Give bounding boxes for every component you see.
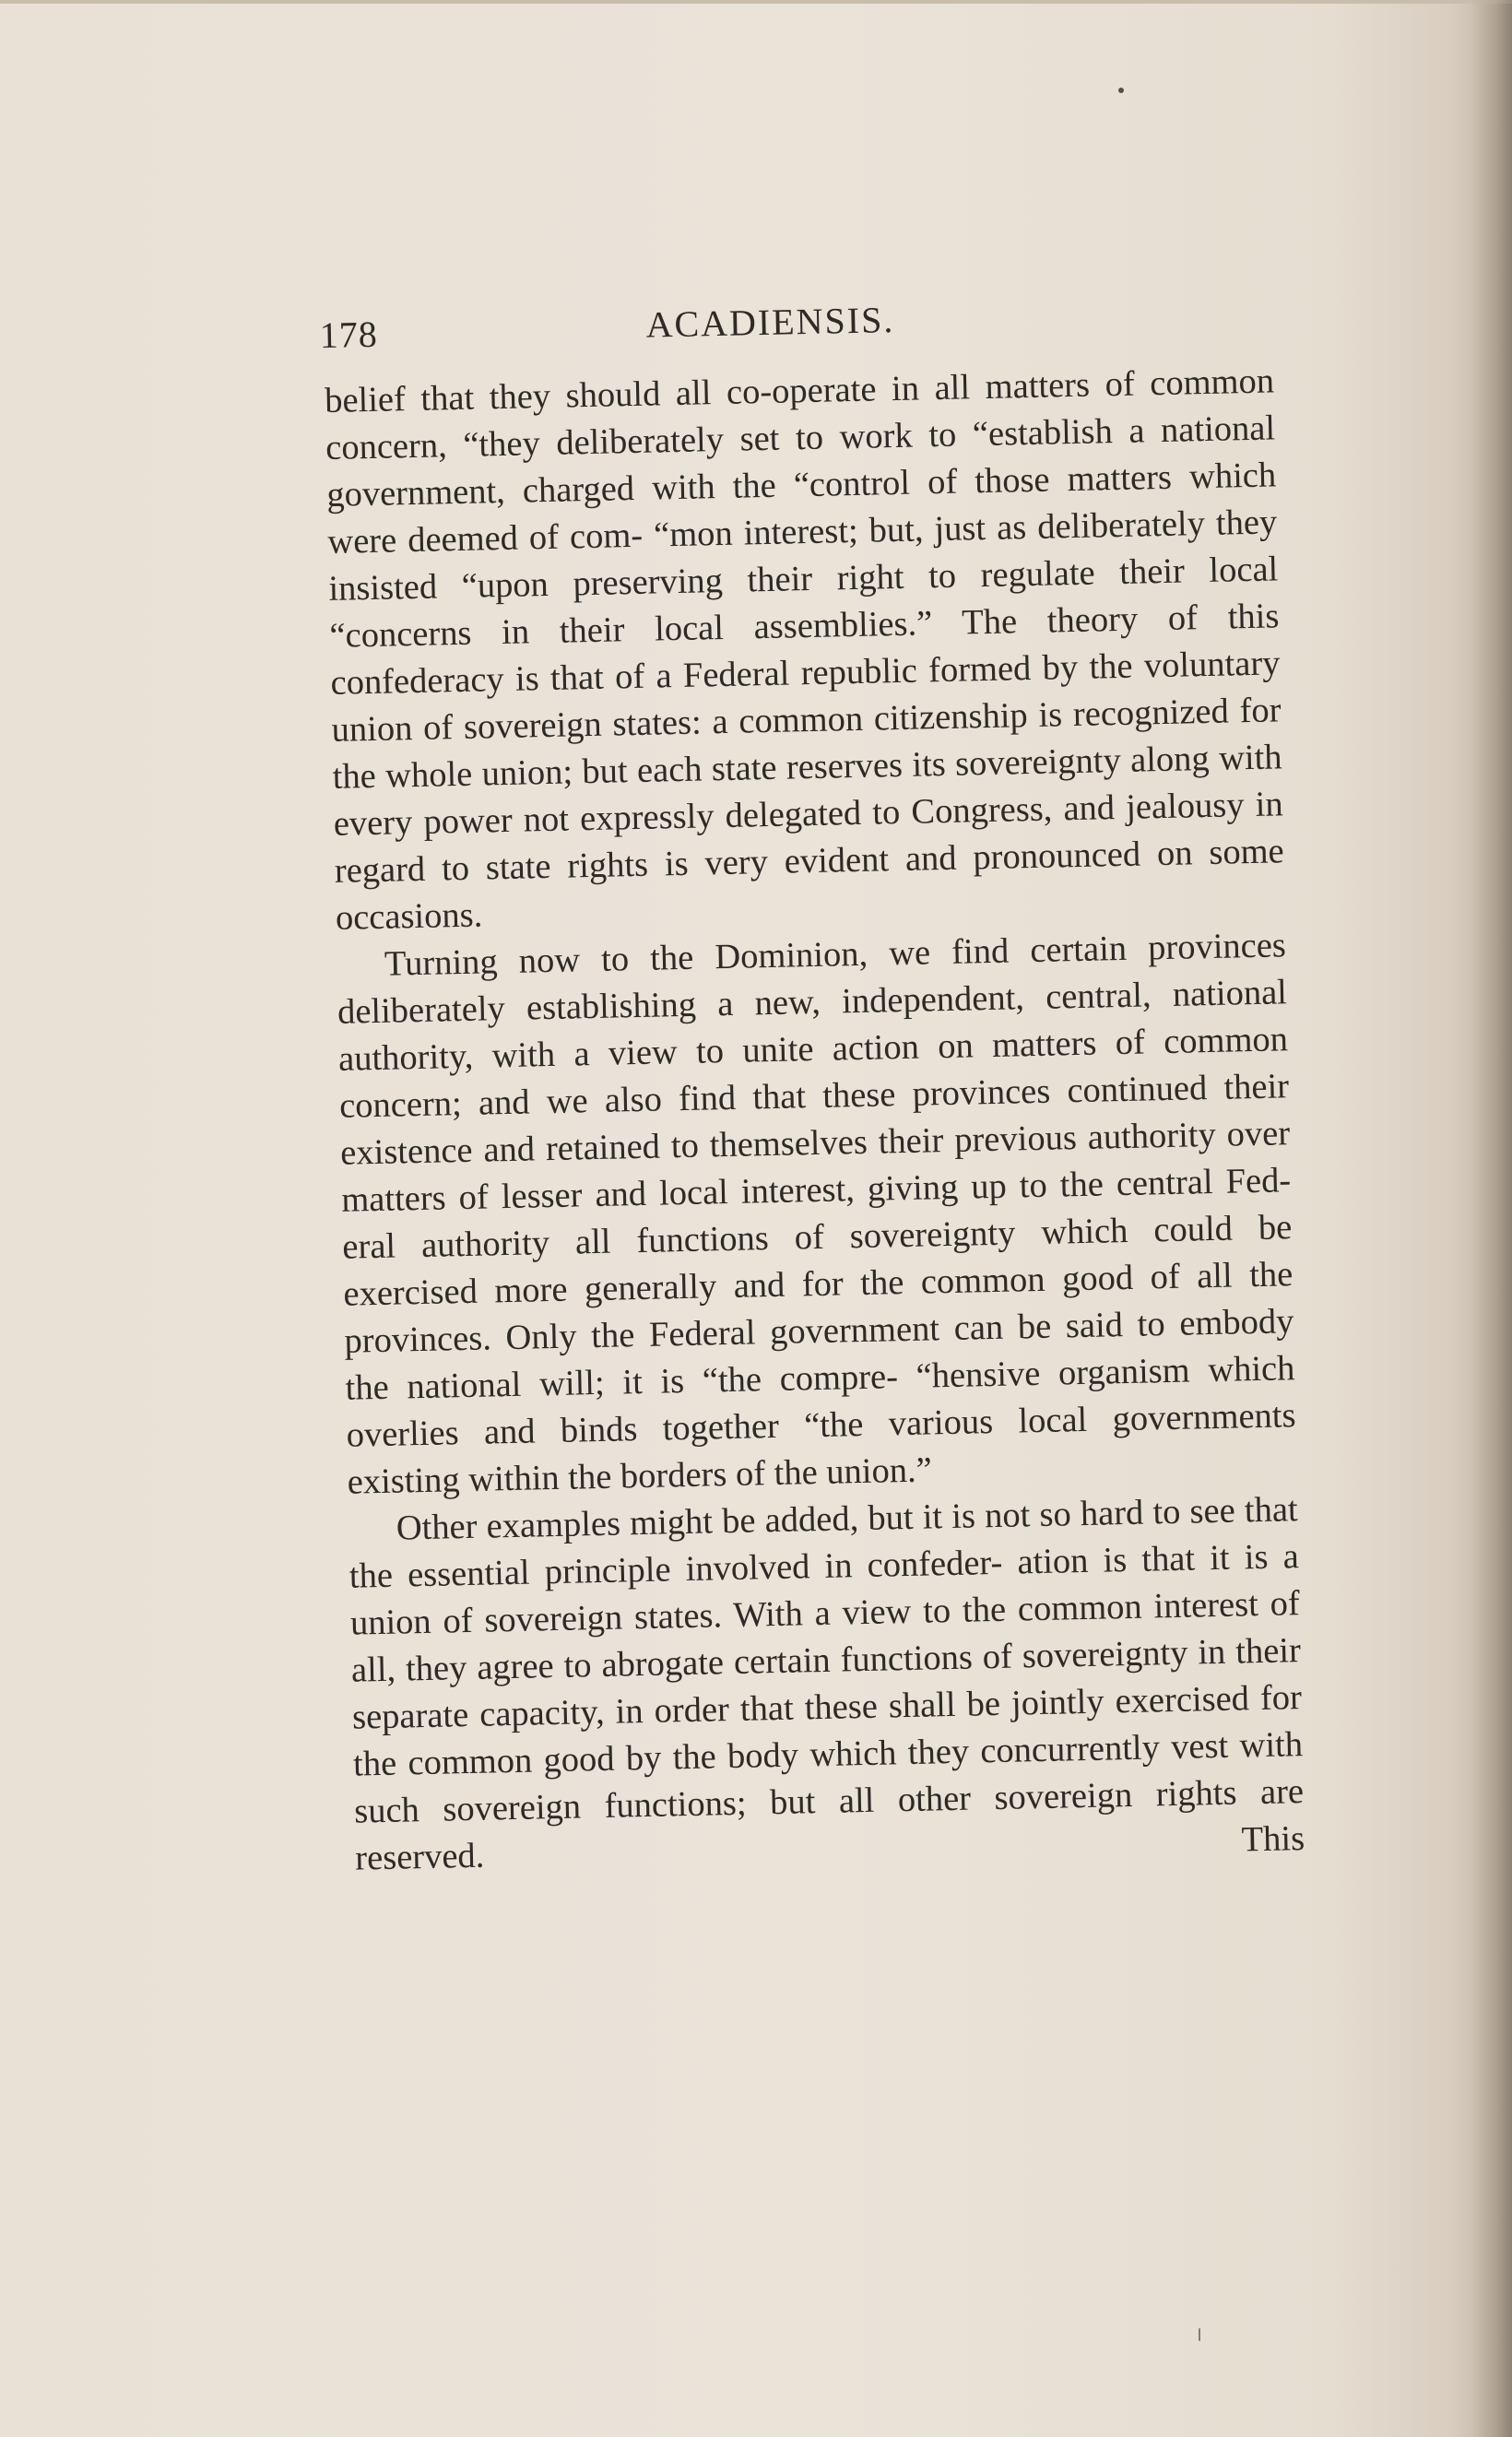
paragraph: Turning now to the Dominion, we find certain provinces deliberately establishing a new, independent, central, national authority, with a view to unite action on matters of common concern; and we also find that these provinces continued their existence and retained to themselves their previous authority over matters of lesser and local interest, giving up to the central Fed- eral authority all functions of sovereignty which could be exercised more generally and for the common good of all the provinces. Only the Federal government can be said to embody the national will; it is “the compre- “hensive organism which overlies and binds together “the various local governments existing within the borders of the union.” [337, 926, 1296, 1502]
ink-speck [1118, 88, 1124, 93]
binding-shadow [1471, 0, 1512, 2437]
top-edge [0, 0, 1512, 4]
journal-title: ACADIENSIS. [645, 299, 895, 346]
ink-speck [1199, 2328, 1200, 2341]
page-number: 178 [319, 313, 379, 357]
paragraph: Other examples might be added, but it is not so hard to see that the essential principle involved in confeder- ation is that it is a union of sovereign states. With a view to the common interest of all, they agree to abrogate certain functions of sovereignty in their separate capacity, in order that these shall be jointly exercised for the common good by the body which they concurrently vest with such sovereign functions; but all other sovereign rights are reserved. This [348, 1490, 1305, 1878]
text-block [319, 284, 1305, 1882]
paragraph: belief that they should all co-operate in all matters of common concern, “they deliberately set to work to “establish a national government, charged with the “control of those matters which were deemed of com- “mon interest; but, just as deliberately they insisted “upon preserving their right to regulate their local “concerns in their local assemblies.” The theory of this confederacy is that of a Federal republic formed by the voluntary union of sovereign states: a common citizenship is recognized for the whole union; but each state reserves its sovereignty along with every power not expressly delegated to Congress, and jealousy in regard to state rights is very evident and pronounced on some occasions. [324, 361, 1285, 938]
